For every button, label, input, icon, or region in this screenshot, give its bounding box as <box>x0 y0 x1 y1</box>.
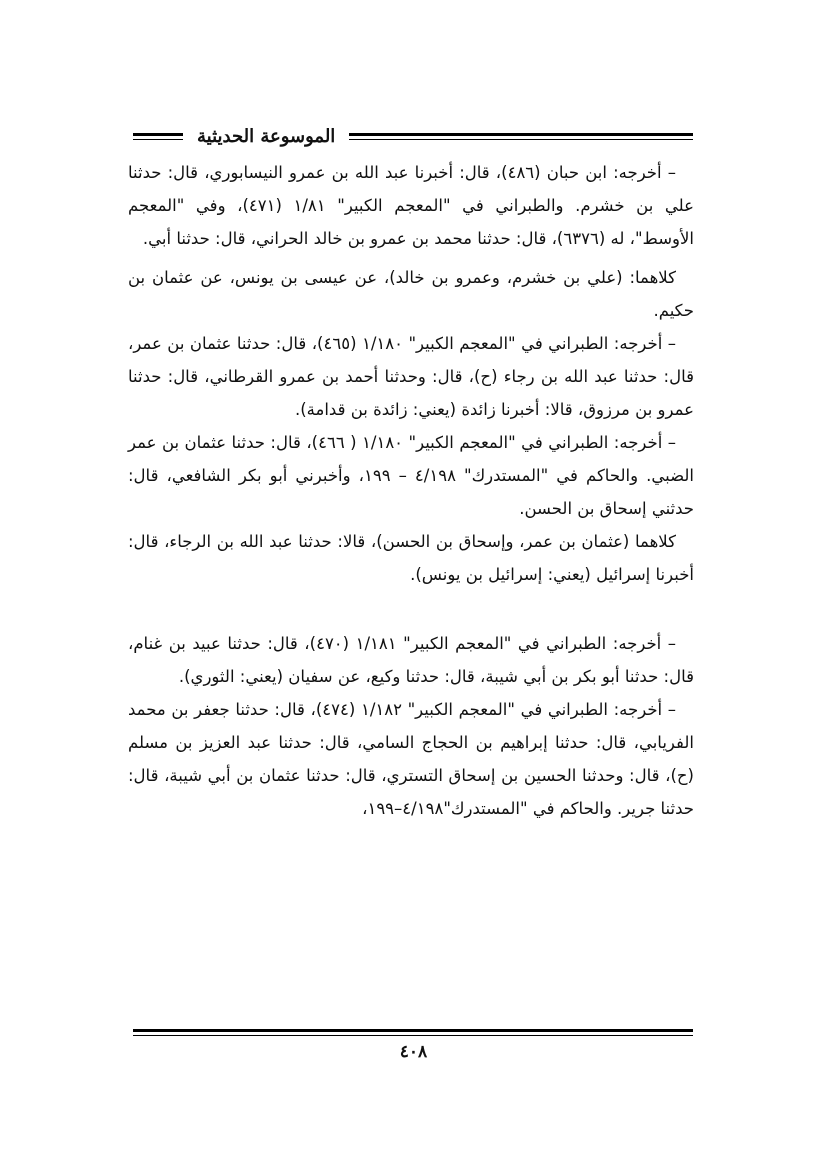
body-text <box>128 156 694 825</box>
page-number: ٤٠٨ <box>399 1042 428 1062</box>
paragraph-kilahuma-1: كلاهما: (علي بن خشرم، وعمرو بن خالد)، عن عيسى بن يونس، عن عثمان بن حكيم. <box>128 268 694 320</box>
footer-rule <box>133 1029 693 1036</box>
paragraph-ibn-hibban: – أخرجه: ابن حبان (٤٨٦)، قال: أخبرنا عبد الله بن عمرو النيسابوري، قال: حدثنا علي بن خشرم. والطبراني في "المعجم الكبير" ١/٨١ (٤٧١)، وفي "المعجم الأوسط"، له (٦٣٧٦)، قال: حدثنا محمد بن عمرو بن خالد الحراني، قال: حدثنا أبي. <box>128 163 694 248</box>
paragraph-tabarani-474: – أخرجه: الطبراني في "المعجم الكبير" ١/١٨٢ (٤٧٤)، قال: حدثنا جعفر بن محمد الفريابي، قال: حدثنا إبراهيم بن الحجاج السامي، قال: حدثنا عبد العزيز بن مسلم (ح)، قال: وحدثنا الحسين بن إسحاق التستري، قال: حدثنا عثمان بن أبي شيبة، قال: حدثنا جرير. والحاكم في "المستدرك"٤/١٩٨–١٩٩، <box>128 700 694 818</box>
paragraph-kilahuma-2: كلاهما (عثمان بن عمر، وإسحاق بن الحسن)، قالا: حدثنا عبد الله بن الرجاء، قال: أخبرنا إسرائيل (يعني: إسرائيل بن يونس). <box>128 532 694 584</box>
running-header <box>133 122 693 150</box>
header-title: الموسوعة الحديثية <box>197 125 336 147</box>
paragraph-tabarani-470: – أخرجه: الطبراني في "المعجم الكبير" ١/١٨١ (٤٧٠)، قال: حدثنا عبيد بن غنام، قال: حدثنا أبو بكر بن أبي شيبة، قال: حدثنا وكيع، عن سفيان (يعني: الثوري). <box>128 634 694 686</box>
header-rule-left <box>133 133 183 140</box>
header-rule-right <box>349 133 693 140</box>
paragraph-tabarani-465: – أخرجه: الطبراني في "المعجم الكبير" ١/١٨٠ (٤٦٥)، قال: حدثنا عثمان بن عمر، قال: حدثنا عبد الله بن رجاء (ح)، قال: وحدثنا أحمد بن عمرو القرطاني، قال: حدثنا عمرو بن مرزوق، قالا: أخبرنا زائدة (يعني: زائدة بن قدامة). <box>128 334 694 419</box>
paragraph-tabarani-466: – أخرجه: الطبراني في "المعجم الكبير" ١/١٨٠ ( ٤٦٦)، قال: حدثنا عثمان بن عمر الضبي. والحاكم في "المستدرك" ٤/١٩٨ – ١٩٩، وأخبرني أبو بكر الشافعي، قال: حدثني إسحاق بن الحسن. <box>128 433 694 518</box>
